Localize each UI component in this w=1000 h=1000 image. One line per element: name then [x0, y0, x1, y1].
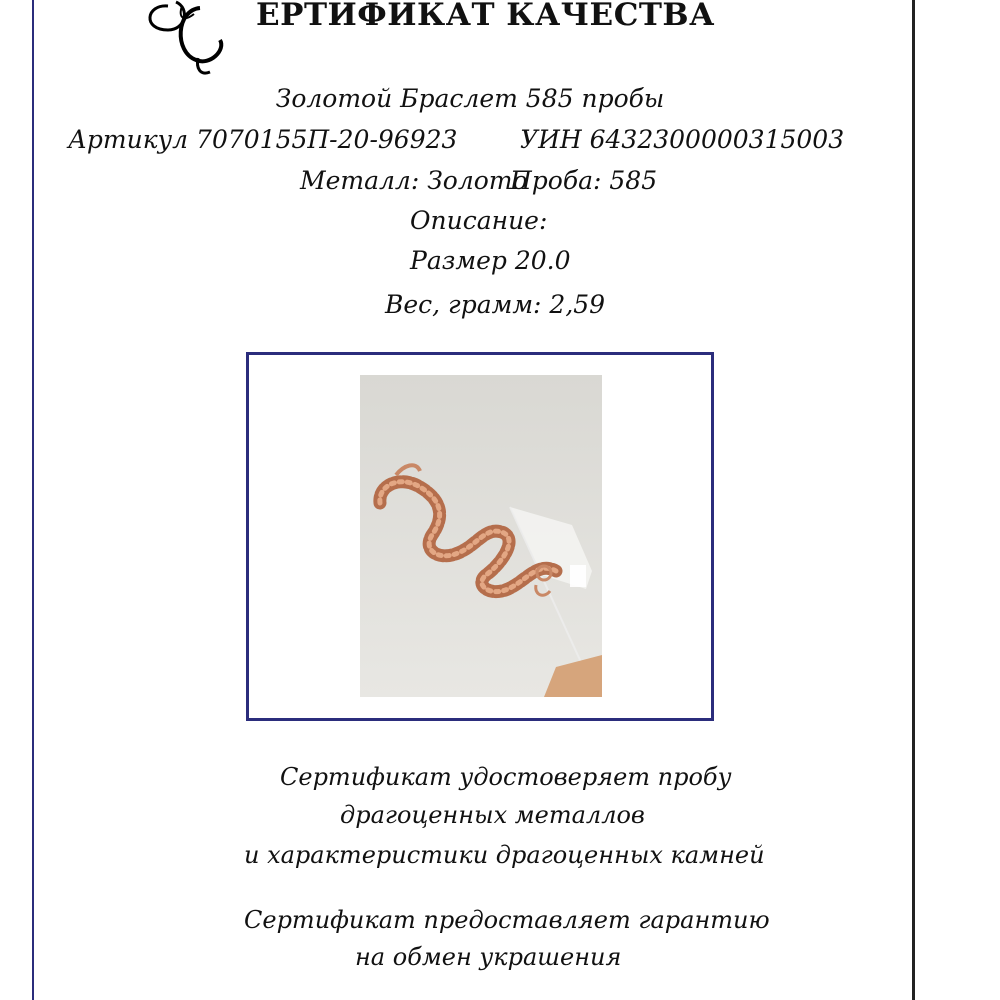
description-label: Описание: [410, 206, 548, 235]
product-name: Золотой Браслет 585 пробы [275, 84, 665, 113]
footer-line-2: драгоценных металлов [340, 801, 645, 829]
page-border-left [32, 0, 34, 1000]
uin-number: УИН 6432300000315003 [520, 125, 845, 154]
article-number: Артикул 7070155П-20-96923 [68, 125, 458, 154]
size-value: Размер 20.0 [410, 246, 571, 275]
script-c-monogram-icon [138, 0, 248, 78]
metal-value: Металл: Золото [300, 166, 528, 195]
footer-line-4: Сертификат предоставляет гарантию [244, 906, 770, 934]
page-border-right [912, 0, 915, 1000]
photo-frame [246, 352, 714, 721]
footer-line-5: на обмен украшения [355, 943, 622, 971]
weight-value: Вес, грамм: 2,59 [385, 290, 606, 319]
certificate-title: ЕРТИФИКАТ КАЧЕСТВА [256, 0, 715, 33]
bracelet-photo [360, 375, 602, 697]
proba-value: Проба: 585 [510, 166, 658, 195]
footer-line-3: и характеристики драгоценных камней [244, 841, 765, 869]
footer-line-1: Сертификат удостоверяет пробу [280, 763, 732, 791]
